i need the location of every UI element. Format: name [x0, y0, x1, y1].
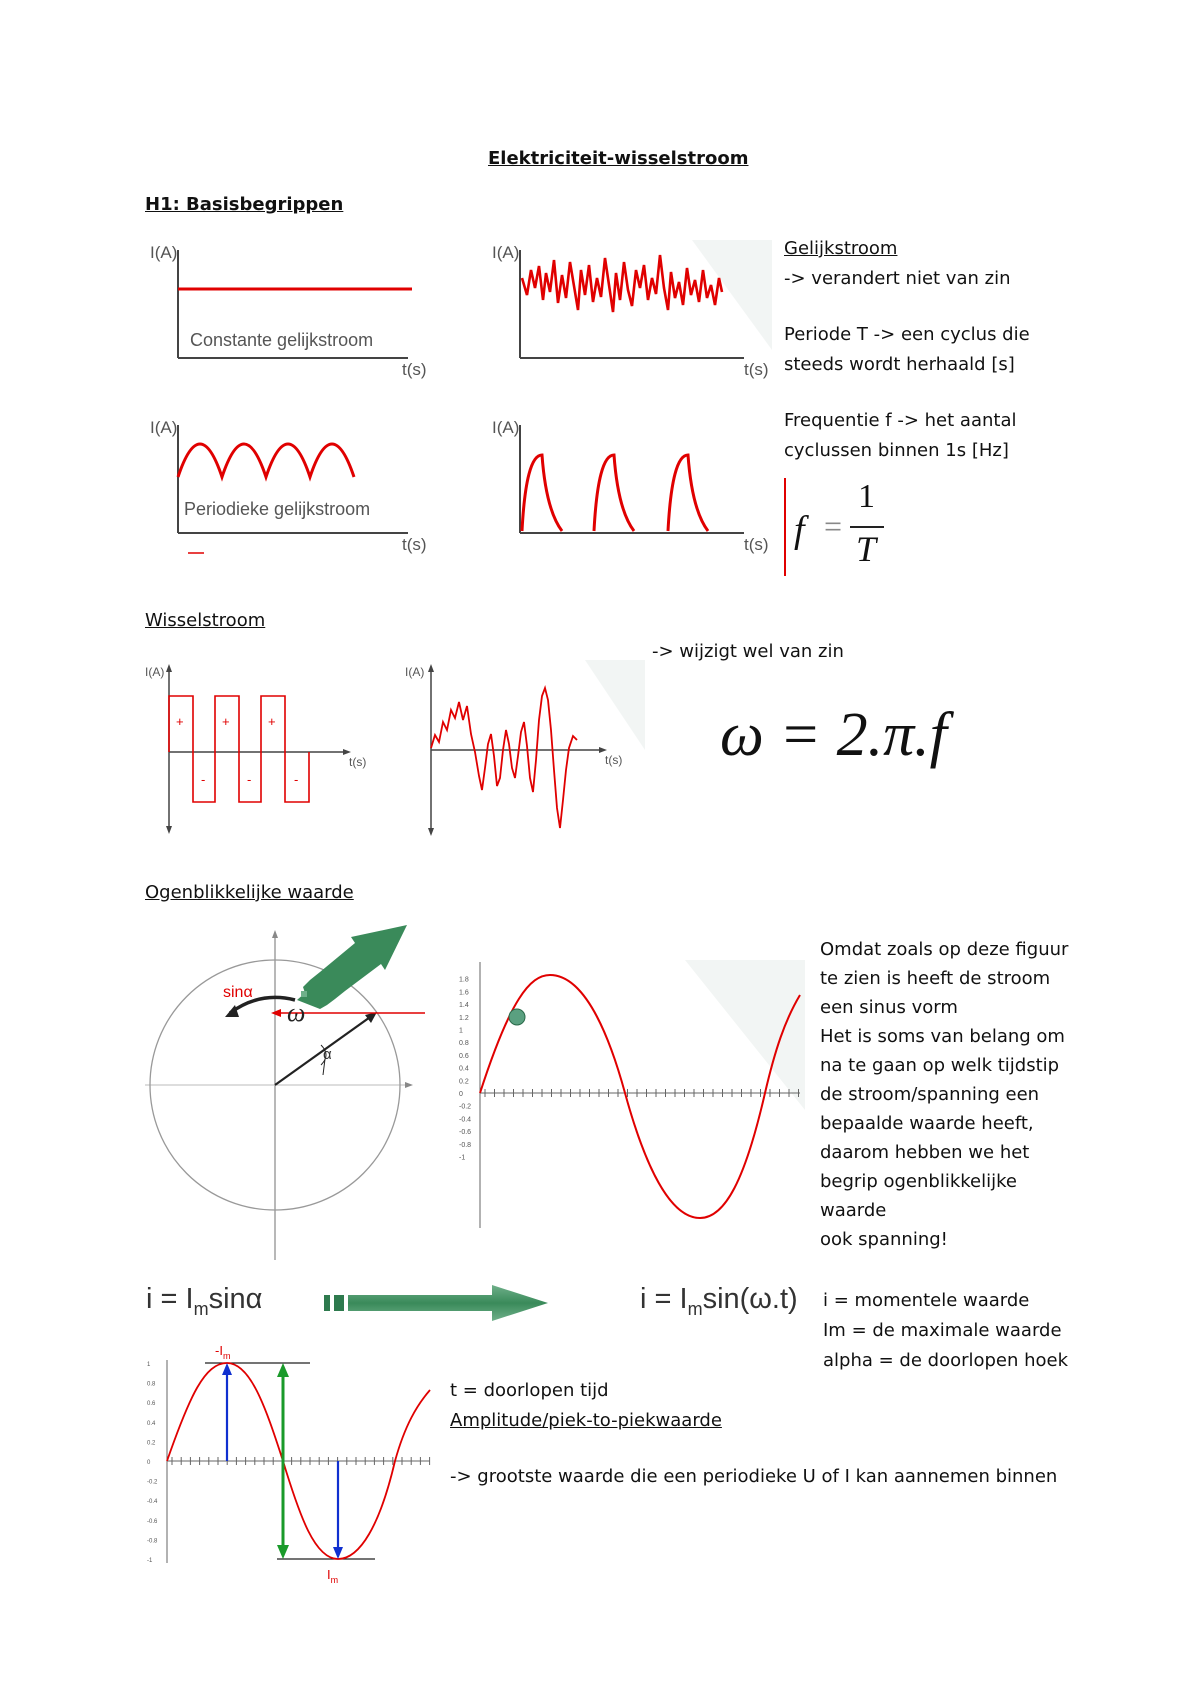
omega-label: ω: [287, 998, 306, 1027]
graph-constant-dc: [140, 240, 440, 380]
amplitude-chart: [145, 1335, 435, 1585]
graph-periodic-dc: [140, 415, 440, 555]
eq-left-post: sinα: [208, 1283, 263, 1315]
formula-numerator: 1: [858, 478, 875, 515]
definition-im: Im = de maximale waarde: [823, 1320, 1062, 1341]
alpha-label: α: [323, 1046, 332, 1063]
y-tick-label: 0.2: [147, 1440, 156, 1447]
graph-noisy-dc: [482, 240, 772, 380]
y-tick-label: -1: [459, 1154, 466, 1162]
ogenblik-line: begrip ogenblikkelijke: [820, 1171, 1017, 1192]
ogenblik-line: Het is soms van belang om: [820, 1026, 1065, 1047]
omega-formula: ω = 2.π.f: [720, 701, 947, 769]
y-tick-label: 0.6: [459, 1052, 469, 1060]
eq-left-pre: i = I: [146, 1283, 194, 1315]
eq-left-sub: m: [193, 1298, 209, 1319]
axis-label-ts: t(s): [744, 535, 769, 554]
formula-frequency: [784, 478, 886, 576]
minus-sign: -: [201, 772, 206, 787]
minus-sign: -: [247, 772, 252, 787]
ogenblik-line: daarom hebben we het: [820, 1142, 1030, 1163]
ogenblik-line: Omdat zoals op deze figuur: [820, 939, 1069, 960]
eq-right-pre: i = I: [640, 1283, 688, 1315]
y-tick-label: 0: [147, 1460, 151, 1466]
im-top-label: $-I_m$: [215, 1343, 231, 1361]
y-tick-label: -0.2: [147, 1479, 158, 1486]
page-title: Elektriciteit-wisselstroom: [488, 148, 749, 169]
y-tick-label: 1.4: [459, 1002, 469, 1010]
eq-right-sub: m: [687, 1298, 703, 1319]
y-tick-label: -0.2: [459, 1103, 472, 1111]
periode-line-1: Periode T -> een cyclus die: [784, 324, 1030, 345]
axis-label-ts: t(s): [402, 360, 427, 379]
green-arrow-big: [322, 1283, 552, 1323]
phasor-diagram: [145, 925, 425, 1265]
minus-sign: -: [294, 772, 299, 787]
definition-i: i = momentele waarde: [823, 1290, 1030, 1311]
formula-denominator: T: [856, 529, 877, 569]
y-tick-label: 0.4: [147, 1420, 156, 1427]
equation-left: [146, 1283, 262, 1320]
y-tick-label: -0.4: [459, 1116, 472, 1124]
definition-t: t = doorlopen tijd: [450, 1380, 609, 1401]
axis-label-ia: I(A): [145, 665, 165, 679]
y-tick-label: 1: [459, 1027, 463, 1035]
axis-label-ia: I(A): [150, 418, 178, 437]
axis-label-ts: t(s): [402, 535, 427, 554]
y-tick-label: -0.6: [147, 1518, 158, 1525]
y-tick-label: 0: [459, 1091, 463, 1098]
y-tick-label: -0.8: [147, 1538, 158, 1545]
equation-right: [640, 1283, 798, 1320]
axis-label-ts: t(s): [605, 753, 623, 767]
graph-pulsed-dc: [482, 415, 772, 555]
y-tick-label: 0.2: [459, 1078, 469, 1086]
axis-label-ia: I(A): [492, 243, 520, 262]
axis-label-ia: I(A): [150, 243, 178, 262]
gelijkstroom-line: -> verandert niet van zin: [784, 268, 1011, 289]
y-tick-label: -1: [147, 1558, 153, 1564]
ogenblik-line: de stroom/spanning een: [820, 1084, 1040, 1105]
y-tick-label: -0.4: [147, 1499, 158, 1506]
formula-equals: =: [824, 508, 843, 544]
y-tick-label: 1.2: [459, 1014, 469, 1022]
constant-dc-label: Constante gelijkstroom: [190, 330, 374, 350]
y-tick-label: 0.6: [147, 1401, 156, 1408]
im-bottom-label: $I_m$: [327, 1567, 339, 1585]
wisselstroom-line: -> wijzigt wel van zin: [652, 641, 844, 662]
y-tick-label: 1.6: [459, 989, 469, 997]
sine-chart: [455, 960, 805, 1230]
plus-sign: +: [176, 714, 184, 729]
y-tick-label: 0.8: [147, 1381, 156, 1388]
amplitude-line: -> grootste waarde die een periodieke U of I kan aannemen binnen: [450, 1466, 1058, 1487]
graph-irregular-ac: [405, 660, 645, 840]
eq-right-post: sin(ω.t): [702, 1283, 798, 1315]
ogenblik-line: bepaalde waarde heeft,: [820, 1113, 1034, 1134]
periodic-dc-label: Periodieke gelijkstroom: [184, 499, 371, 519]
axis-label-ts: t(s): [349, 755, 367, 769]
wisselstroom-heading: Wisselstroom: [145, 610, 266, 631]
definition-alpha: alpha = de doorlopen hoek: [823, 1350, 1069, 1371]
amplitude-heading: Amplitude/piek-to-piekwaarde: [450, 1410, 722, 1431]
section-heading-basisbegrippen: H1: Basisbegrippen: [145, 194, 344, 215]
frequentie-line-2: cyclussen binnen 1s [Hz]: [784, 440, 1009, 461]
sin-alpha-label: sinα: [223, 984, 253, 1001]
ogenblik-heading: Ogenblikkelijke waarde: [145, 882, 354, 903]
graph-square-wave: [145, 660, 380, 835]
plus-sign: +: [268, 714, 276, 729]
y-tick-label: -0.6: [459, 1129, 472, 1137]
ogenblik-line: na te gaan op welk tijdstip: [820, 1055, 1060, 1076]
axis-label-ia: I(A): [405, 665, 425, 679]
plus-sign: +: [222, 714, 230, 729]
axis-label-ia: I(A): [492, 418, 520, 437]
y-tick-label: 0.8: [459, 1040, 469, 1048]
y-tick-label: 1: [147, 1362, 151, 1368]
y-tick-label: 1.8: [459, 976, 469, 984]
ogenblik-line: een sinus vorm: [820, 997, 958, 1018]
formula-f: f: [794, 509, 805, 551]
gelijkstroom-heading: Gelijkstroom: [784, 238, 898, 259]
ogenblik-line: ook spanning!: [820, 1229, 948, 1250]
y-tick-label: 0.4: [459, 1065, 469, 1073]
y-tick-label: -0.8: [459, 1141, 472, 1149]
axis-label-ts: t(s): [744, 360, 769, 379]
ogenblik-line: te zien is heeft de stroom: [820, 968, 1051, 989]
periode-line-2: steeds wordt herhaald [s]: [784, 354, 1015, 375]
ogenblik-line: waarde: [820, 1200, 887, 1221]
frequentie-line-1: Frequentie f -> het aantal: [784, 410, 1017, 431]
